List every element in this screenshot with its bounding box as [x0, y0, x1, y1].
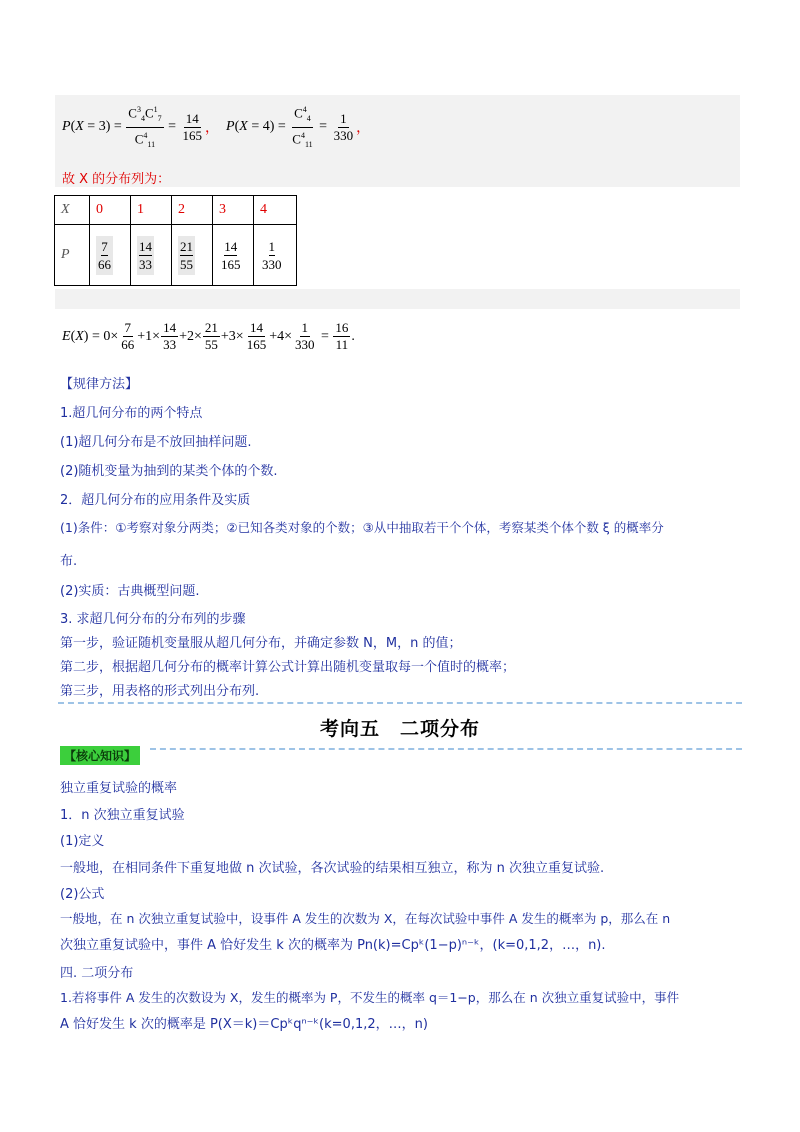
section-divider-bottom [150, 748, 742, 750]
section-line: 一般地，在相同条件下重复地做 n 次试验，各次试验的结果相互独立，称为 n 次独立重复试验. [60, 861, 605, 876]
p-value-cell: $\frac{7}{66}$ [90, 225, 131, 286]
distribution-intro: 故 X 的分布列为： [62, 172, 171, 187]
table-row [55, 225, 297, 286]
x-value-cell: 3 [213, 196, 254, 225]
p4-comb-fraction: $\frac{C^4_4}{C^4_{11}}$ [290, 102, 314, 153]
method-line: (1)超几何分布是不放回抽样问题. [60, 435, 252, 450]
section-divider-top [58, 702, 742, 704]
section-line: (2)公式 [60, 887, 105, 902]
method-line: 第三步，用表格的形式列出分布列. [60, 684, 260, 699]
method-line: 布. [60, 554, 78, 569]
p-value-cell: $\frac{14}{33}$ [131, 225, 172, 286]
p-label-cell: P [55, 225, 90, 286]
p-value-cell: $\frac{14}{165}$ [213, 225, 254, 286]
section-heading: 考向五 二项分布 [319, 718, 480, 740]
p-value-cell: $\frac{1}{330}$ [254, 225, 297, 286]
p3-comb-fraction: $\frac{C^3_4C^1_7}{C^4_{11}}$ [126, 102, 163, 153]
p4-value-fraction: $\frac{1}{330}$ [333, 110, 354, 143]
section-line: (1)定义 [60, 834, 105, 849]
method-line: 第一步，验证随机变量服从超几何分布，并确定参数 N，M，n 的值； [60, 636, 462, 651]
section-line: 独立重复试验的概率 [60, 781, 178, 796]
table-bottom-band [55, 289, 740, 309]
p-value-cell: $\frac{21}{55}$ [172, 225, 213, 286]
method-line: 1.超几何分布的两个特点 [60, 406, 203, 421]
table-row [55, 196, 297, 225]
method-line: 3. 求超几何分布的分布列的步骤 [60, 612, 246, 627]
x-value-cell: 2 [172, 196, 213, 225]
probability-formulas: P ( X = 3 ) = $\frac{C^3_4C^1_7}{C^4_{11}}$ = $\frac{14}{165}$ ， P ( X = 4 ) = $\frac{C^4_4}{C^4_{11}}$ = $\frac{1}{330}$ ， [62, 102, 370, 153]
method-title: 【规律方法】 [60, 377, 139, 392]
method-line: (1)条件：①考察对象分两类；②已知各类对象的个数；③从中抽取若干个个体，考察某类个体个数 ξ 的概率分 [60, 520, 664, 535]
x-value-cell: 4 [254, 196, 297, 225]
section-line: 一般地，在 n 次独立重复试验中，设事件 A 发生的次数为 X，在每次试验中事件 A 发生的概率为 p，那么在 n [60, 911, 671, 926]
section-line: 1．n 次独立重复试验 [60, 808, 185, 823]
section-line: A 恰好发生 k 次的概率是 P(X＝k)＝Cpᵏqⁿ⁻ᵏ(k=0,1,2，…，n) [60, 1017, 428, 1032]
method-line: (2)随机变量为抽到的某类个体的个数. [60, 464, 278, 479]
x-value-cell: 0 [90, 196, 131, 225]
p3-value-fraction: $\frac{14}{165}$ [182, 110, 203, 143]
expectation-formula: E ( X ) = 0 × $\frac{7}{66}$ + 1 × $\frac{14}{33}$ + 2 × $\frac{21}{55}$ + 3 × $\frac{14}{165}$ + 4 × $\frac{1}{330}$ = $\frac{16}{11}$ . [62, 320, 355, 352]
method-line: 2．超几何分布的应用条件及实质 [60, 493, 251, 508]
method-line: (2)实质：古典概型问题. [60, 584, 200, 599]
x-label-cell: X [55, 196, 90, 225]
method-line: 第二步，根据超几何分布的概率计算公式计算出随机变量取每一个值时的概率； [60, 660, 516, 675]
core-knowledge-tag: 【核心知识】 [60, 746, 140, 765]
x-value-cell: 1 [131, 196, 172, 225]
section-line: 次独立重复试验中，事件 A 恰好发生 k 次的概率为 Pn(k)=Cpᵏ(1−p)ⁿ⁻ᵏ，(k=0,1,2，…，n). [60, 938, 606, 953]
section-line: 四. 二项分布 [60, 966, 134, 981]
distribution-table [54, 195, 297, 286]
section-line: 1.若将事件 A 发生的次数设为 X，发生的概率为 P，不发生的概率 q＝1−p，那么在 n 次独立重复试验中，事件 [60, 990, 680, 1005]
